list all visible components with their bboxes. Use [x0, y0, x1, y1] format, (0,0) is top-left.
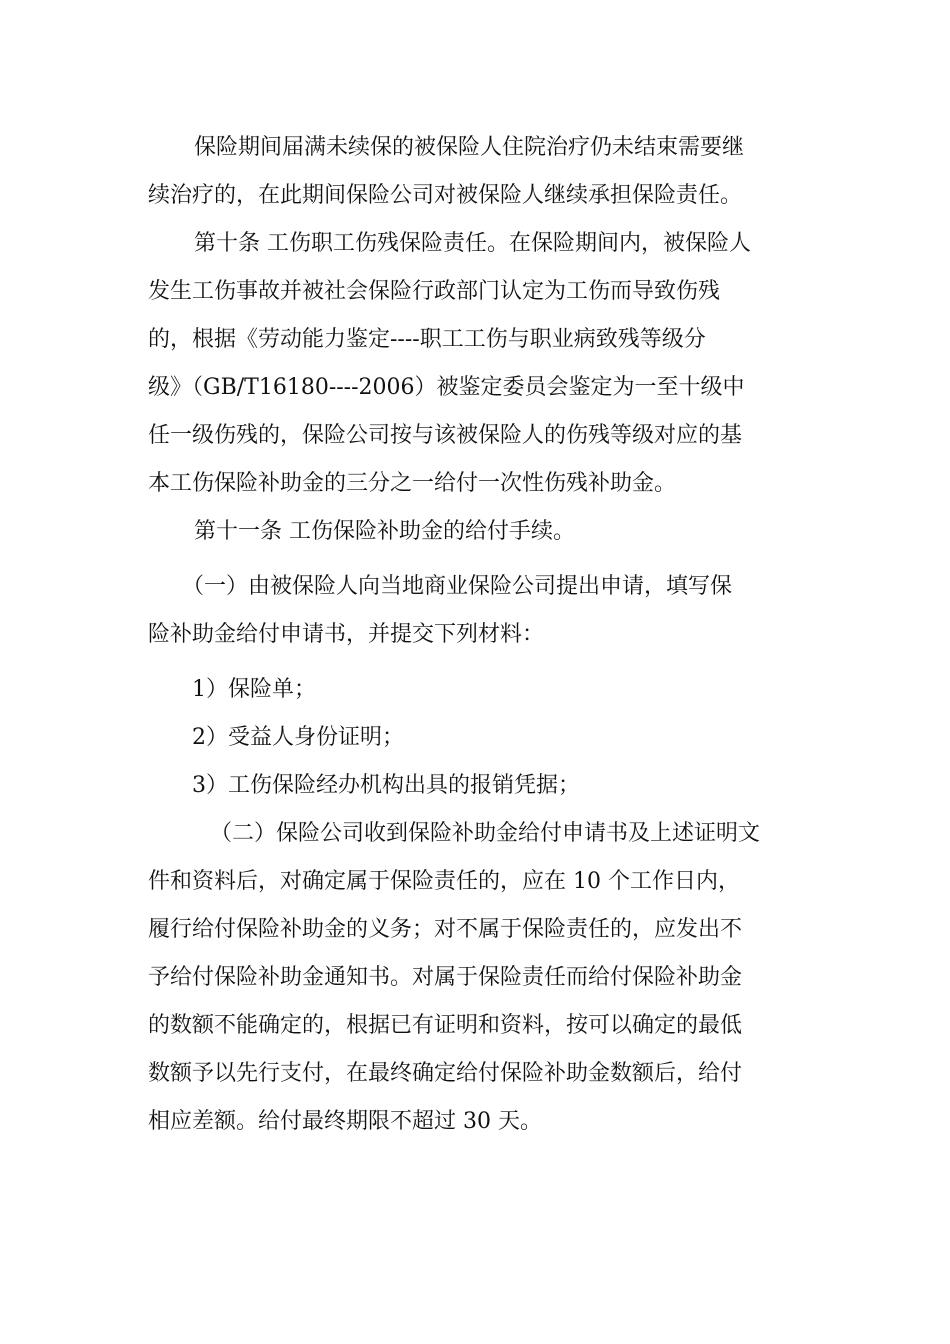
list-item-2: 2）受益人身份证明； — [192, 725, 404, 750]
paragraph-line: 险补助金给付申请书，并提交下列材料： — [148, 622, 545, 647]
paragraph-line: 件和资料后，对确定属于保险责任的，应在 10 个工作日内， — [148, 869, 740, 894]
paragraph-line: 履行给付保险补助金的义务；对不属于保险责任的，应发出不 — [148, 917, 743, 942]
article-10-heading-line: 第十条 工伤职工伤残保险责任。在保险期间内，被保险人 — [194, 231, 751, 256]
paragraph-line: 发生工伤事故并被社会保险行政部门认定为工伤而导致伤残 — [148, 279, 721, 304]
article-11-heading-line: 第十一条 工伤保险补助金的给付手续。 — [194, 519, 575, 544]
paragraph-line: 的数额不能确定的，根据已有证明和资料，按可以确定的最低 — [148, 1013, 743, 1038]
paragraph-line: 数额予以先行支付，在最终确定给付保险补助金数额后，给付 — [148, 1061, 743, 1086]
paragraph-line: 的，根据《劳动能力鉴定----职工工伤与职业病致残等级分 — [148, 327, 706, 352]
list-item-1: 1）保险单； — [192, 677, 316, 702]
paragraph-line: 级》（GB/T16180----2006）被鉴定委员会鉴定为一至十级中 — [148, 375, 745, 400]
clause-1-line: （一）由被保险人向当地商业保险公司提出申请，填写保 — [182, 574, 733, 599]
paragraph-line: 续治疗的，在此期间保险公司对被保险人继续承担保险责任。 — [148, 183, 743, 208]
paragraph-line: 保险期间届满未续保的被保险人住院治疗仍未结束需要继 — [194, 135, 745, 160]
paragraph-line: 任一级伤残的，保险公司按与该被保险人的伤残等级对应的基 — [148, 423, 743, 448]
clause-2-line: （二）保险公司收到保险补助金给付申请书及上述证明文 — [210, 821, 761, 846]
list-item-3: 3）工伤保险经办机构出具的报销凭据； — [192, 773, 580, 798]
paragraph-line: 本工伤保险补助金的三分之一给付一次性伤残补助金。 — [148, 471, 677, 496]
document-body — [148, 124, 813, 1146]
paragraph-line: 相应差额。给付最终期限不超过 30 天。 — [148, 1109, 542, 1134]
paragraph-line: 予给付保险补助金通知书。对属于保险责任而给付保险补助金 — [148, 965, 743, 990]
